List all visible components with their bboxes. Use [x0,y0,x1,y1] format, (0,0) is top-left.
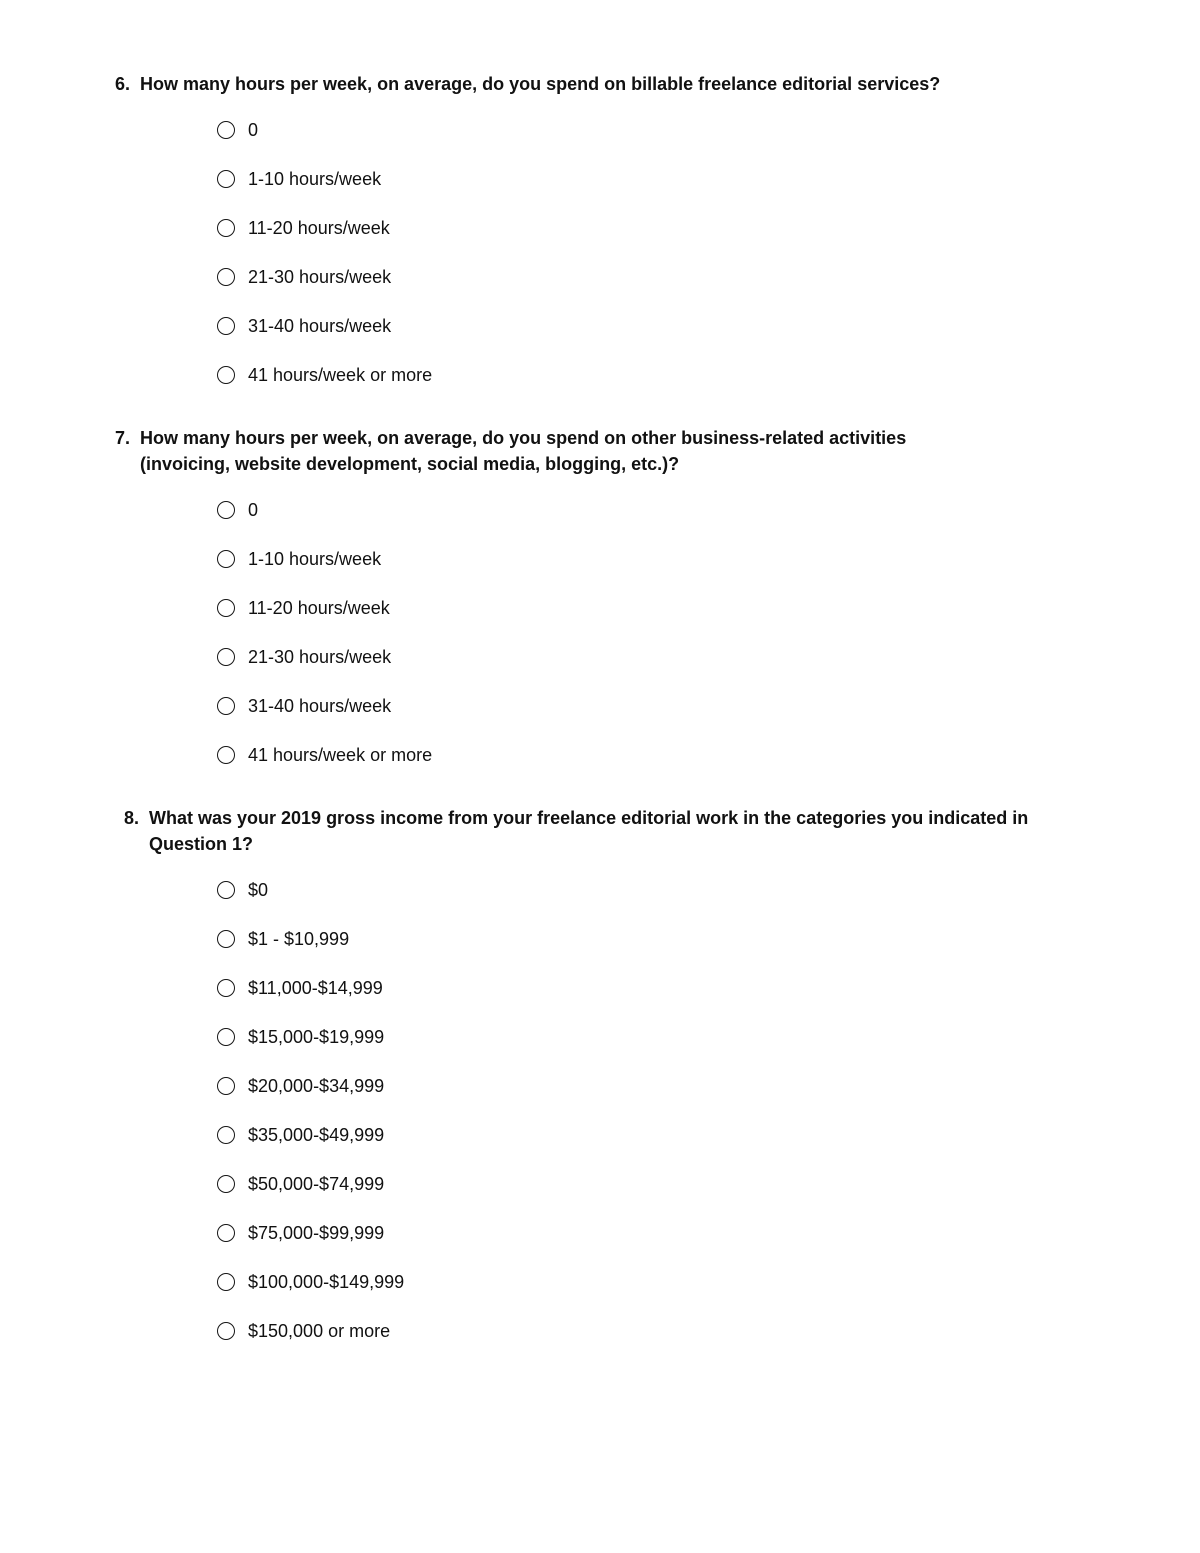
question-block [0,805,1200,1355]
radio-option-label: 1-10 hours/week [248,168,382,189]
radio-button-icon[interactable] [217,1126,235,1144]
question-number: 8. [124,808,140,828]
radio-option-label: 41 hours/week or more [248,744,433,765]
question-heading [115,425,1200,477]
radio-option[interactable] [217,154,1200,203]
radio-button-icon[interactable] [217,366,235,384]
radio-button-icon[interactable] [217,268,235,286]
options-list [115,485,1200,779]
radio-option-label: 11-20 hours/week [248,597,390,618]
radio-option-label: 21-30 hours/week [248,646,392,667]
radio-button-icon[interactable] [217,697,235,715]
radio-option-label: $150,000 or more [248,1320,391,1341]
radio-button-icon[interactable] [217,1273,235,1291]
question-heading [115,71,1200,97]
radio-button-icon[interactable] [217,881,235,899]
radio-option-label: 1-10 hours/week [248,548,382,569]
radio-button-icon[interactable] [217,219,235,237]
radio-option-label: 11-20 hours/week [248,217,390,238]
radio-option[interactable] [217,1257,1200,1306]
options-list [124,865,1200,1355]
radio-button-icon[interactable] [217,930,235,948]
question-block [0,71,1200,399]
radio-option[interactable] [217,730,1200,779]
questions-container [0,71,1200,1355]
radio-button-icon[interactable] [217,317,235,335]
radio-option[interactable] [217,1110,1200,1159]
radio-option-label: 21-30 hours/week [248,266,392,287]
question-heading [124,805,1200,857]
radio-button-icon[interactable] [217,1077,235,1095]
question-block [0,425,1200,779]
radio-button-icon[interactable] [217,1322,235,1340]
radio-option[interactable] [217,1208,1200,1257]
radio-button-icon[interactable] [217,1028,235,1046]
radio-option[interactable] [217,583,1200,632]
radio-option-label: 41 hours/week or more [248,364,433,385]
radio-option-label: $1 - $10,999 [248,928,350,949]
question-text: What was your 2019 gross income from your freelance editorial work in the categories you indicated in Question 1? [149,808,1029,854]
radio-button-icon[interactable] [217,599,235,617]
question-number: 6. [115,74,131,94]
radio-option-label: 31-40 hours/week [248,315,392,336]
radio-button-icon[interactable] [217,746,235,764]
radio-option[interactable] [217,485,1200,534]
radio-option[interactable] [217,681,1200,730]
question-text: How many hours per week, on average, do you spend on billable freelance editorial services? [140,74,941,94]
radio-option-label: $11,000-$14,999 [248,977,383,998]
radio-option[interactable] [217,203,1200,252]
radio-option[interactable] [217,1159,1200,1208]
radio-option-label: $100,000-$149,999 [248,1271,405,1292]
radio-option-label: 0 [248,499,259,520]
radio-option-label: 0 [248,119,259,140]
radio-option[interactable] [217,963,1200,1012]
radio-button-icon[interactable] [217,1224,235,1242]
radio-option[interactable] [217,632,1200,681]
radio-option-label: $50,000-$74,999 [248,1173,385,1194]
question-text: How many hours per week, on average, do you spend on other business-related activities (invoicing, website development, social media, blogging, etc.)? [140,428,907,474]
radio-option[interactable] [217,865,1200,914]
radio-option-label: 31-40 hours/week [248,695,392,716]
radio-option[interactable] [217,350,1200,399]
radio-option[interactable] [217,301,1200,350]
radio-option[interactable] [217,105,1200,154]
radio-option-label: $15,000-$19,999 [248,1026,385,1047]
radio-button-icon[interactable] [217,170,235,188]
options-list [115,105,1200,399]
radio-option[interactable] [217,1306,1200,1355]
radio-option[interactable] [217,914,1200,963]
radio-option-label: $75,000-$99,999 [248,1222,385,1243]
radio-option[interactable] [217,1012,1200,1061]
radio-button-icon[interactable] [217,121,235,139]
question-number: 7. [115,428,131,448]
radio-option-label: $35,000-$49,999 [248,1124,385,1145]
radio-option[interactable] [217,1061,1200,1110]
radio-button-icon[interactable] [217,501,235,519]
radio-option[interactable] [217,252,1200,301]
radio-option[interactable] [217,534,1200,583]
radio-button-icon[interactable] [217,1175,235,1193]
radio-button-icon[interactable] [217,979,235,997]
radio-button-icon[interactable] [217,648,235,666]
radio-button-icon[interactable] [217,550,235,568]
radio-option-label: $0 [248,879,269,900]
radio-option-label: $20,000-$34,999 [248,1075,385,1096]
